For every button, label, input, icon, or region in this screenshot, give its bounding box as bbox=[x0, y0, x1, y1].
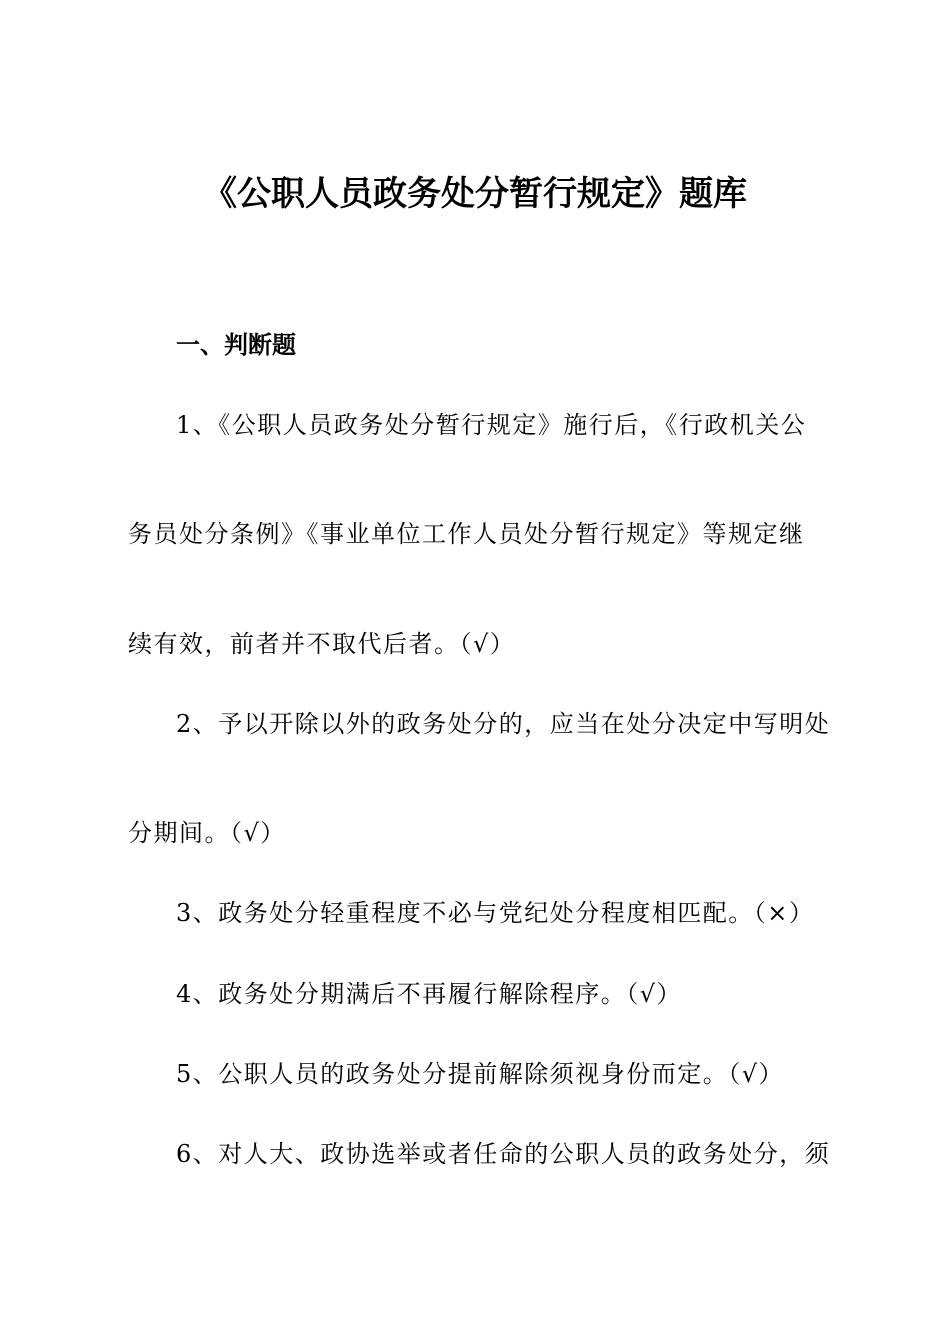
question-2-line-1: 2、予以开除以外的政务处分的，应当在处分决定中写明处 bbox=[176, 710, 831, 738]
question-1-line-3: 续有效，前者并不取代后者。（√） bbox=[128, 630, 516, 658]
question-1-line-2: 务员处分条例》《事业单位工作人员处分暂行规定》等规定继 bbox=[128, 520, 805, 548]
question-4: 4、政务处分期满后不再履行解除程序。（√） bbox=[176, 980, 683, 1008]
question-3: 3、政务处分轻重程度不必与党纪处分程度相匹配。（×） bbox=[176, 899, 815, 927]
question-6-line-1: 6、对人大、政协选举或者任命的公职人员的政务处分，须 bbox=[176, 1140, 831, 1168]
document-title: 《公职人员政务处分暂行规定》题库 bbox=[203, 174, 747, 214]
question-2-line-2: 分期间。（√） bbox=[128, 819, 286, 847]
question-1-line-1: 1、《公职人员政务处分暂行规定》施行后，《行政机关公 bbox=[176, 411, 807, 439]
section-heading-true-false: 一、判断题 bbox=[176, 331, 296, 359]
question-5: 5、公职人员的政务处分提前解除须视身份而定。（√） bbox=[176, 1060, 785, 1088]
